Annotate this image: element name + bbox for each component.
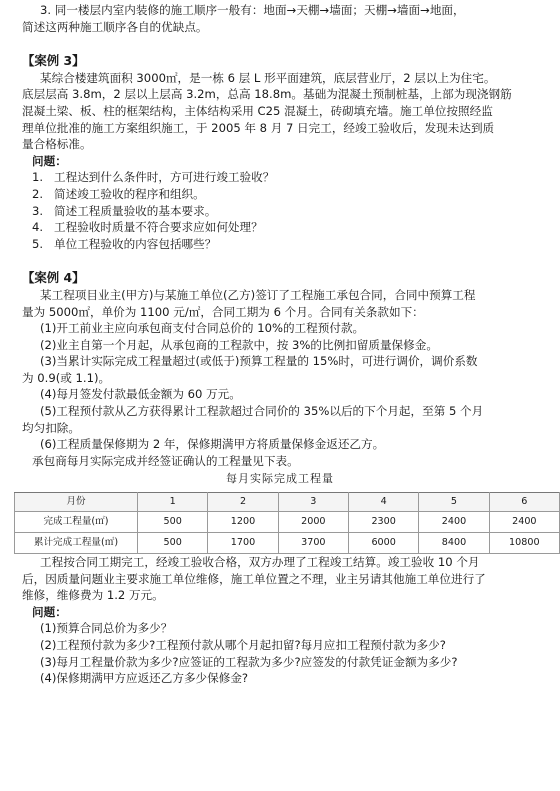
- case4-question: (3)每月工程量价款为多少?应签证的工程款为多少?应签发的付款凭证金额为多少?: [40, 654, 458, 669]
- table-cell: 2400: [489, 512, 559, 533]
- case4-term: 均匀扣除。: [22, 420, 80, 435]
- case3-question-list: [0, 169, 560, 252]
- table-row: [15, 533, 560, 554]
- case4-para-line: 某工程项目业主(甲方)与某施工单位(乙方)签订了工程施工承包合同，合同中预算工程: [40, 287, 476, 302]
- table-header-cell: 6: [489, 493, 559, 512]
- case3-para-line: 理单位批准的施工方案组织施工，于 2005 年 8 月 7 日完工，经竣工验收后，发现未达到质: [22, 120, 495, 135]
- case3-question: [32, 203, 560, 220]
- case3-question: [32, 169, 560, 186]
- case4-question: (4)保修期满甲方应返还乙方多少保修金?: [40, 671, 249, 686]
- case3-heading: 【案例 3】: [22, 53, 85, 69]
- question-text: 单位工程验收的内容包括哪些？: [54, 236, 217, 251]
- case4-term: (2)业主自第一个月起，从承包商的工程款中，按 3%的比例扣留质量保修金。: [40, 337, 438, 352]
- case3-paragraph: [0, 70, 560, 153]
- table-cell: 累计完成工程量(㎡): [15, 533, 138, 554]
- case4-term: (6)工程质量保修期为 2 年，保修期满甲方将质量保修金返还乙方。: [40, 437, 385, 452]
- case3-para-line: 底层层高 3.8m，2 层以上层高 3.2m，总高 18.8m。基础为混凝土预制桩基，上部为现浇钢筋: [22, 87, 512, 102]
- table-header-cell: 2: [208, 493, 278, 512]
- table-header-cell: 1: [138, 493, 208, 512]
- question-text: 简述竣工验收的程序和组织。: [54, 186, 205, 201]
- table-cell: 1200: [208, 512, 278, 533]
- case3-para-line: 某综合楼建筑面积 3000㎡，是一栋 6 层 L 形平面建筑，底层营业厅，2 层以上为住宅。: [40, 70, 496, 85]
- case4-term: (3)当累计实际完成工程量超过(或低于)预算工程量的 15%时，可进行调价，调价系数: [40, 354, 478, 369]
- table-cell: 2300: [348, 512, 418, 533]
- table-cell: 500: [138, 533, 208, 554]
- question-text: 简述工程质量验收的基本要求。: [54, 203, 217, 218]
- case4-question: (2)工程预付款为多少?工程预付款从哪个月起扣留?每月应扣工程预付款为多少?: [40, 638, 446, 652]
- question-number: 4.: [32, 220, 44, 235]
- case3-questions-label: 问题：: [32, 153, 67, 168]
- table-cell: 6000: [348, 533, 418, 554]
- intro-line-2: 简述这两种施工顺序各自的优缺点。: [22, 19, 208, 34]
- monthly-quantity-table: [14, 492, 560, 554]
- table-cell: 3700: [278, 533, 348, 554]
- table-cell: 10800: [489, 533, 559, 554]
- case3-para-line: 混凝土梁、板、柱的框架结构，主体结构采用 C25 混凝土，砖砌填充墙。施工单位按照经监: [22, 103, 493, 118]
- intro-line-1: 3. 同一楼层内室内装修的施工顺序一般有：地面→天棚→墙面；天棚→墙面→地面，: [40, 3, 465, 17]
- table-header-cell: 5: [419, 493, 489, 512]
- case4-question-list: [0, 620, 560, 686]
- table-header-cell: 4: [348, 493, 418, 512]
- case3-question: [32, 186, 560, 203]
- table-title: 每月实际完成工程量: [226, 472, 334, 486]
- table-cell: 2000: [278, 512, 348, 533]
- table-row: [15, 512, 560, 533]
- question-number: 1.: [32, 170, 44, 185]
- case4-paragraph: [0, 287, 560, 320]
- table-header-cell: 月份: [15, 493, 138, 512]
- case3-question: [32, 236, 560, 253]
- question-number: 5.: [32, 236, 44, 251]
- table-intro: 承包商每月实际完成并经签证确认的工程量见下表。: [32, 453, 299, 468]
- case4-terms: [0, 320, 560, 453]
- case4-after-paragraph: [0, 554, 560, 604]
- case4-term: (1)开工前业主应向承包商支付合同总价的 10%的工程预付款。: [40, 321, 365, 336]
- case4-heading: 【案例 4】: [22, 270, 85, 286]
- case4-after-line: 后，因质量问题业主要求施工单位维修，施工单位置之不理，业主另请其他施工单位进行了: [22, 571, 486, 586]
- question-text: 工程达到什么条件时，方可进行竣工验收？: [54, 170, 275, 185]
- case4-term: (4)每月签发付款最低金额为 60 万元。: [40, 387, 241, 402]
- case4-after-line: 维修，维修费为 1.2 万元。: [22, 588, 164, 603]
- case3-question: [32, 219, 560, 236]
- question-text: 工程验收时质量不符合要求应如何处理？: [54, 220, 263, 235]
- case4-questions-label: 问题：: [32, 604, 67, 619]
- table-cell: 8400: [419, 533, 489, 554]
- case3-para-line: 量合格标准。: [22, 137, 92, 152]
- table-cell: 2400: [419, 512, 489, 533]
- table-cell: 1700: [208, 533, 278, 554]
- table-header-cell: 3: [278, 493, 348, 512]
- question-number: 3.: [32, 203, 44, 218]
- case4-question: (1)预算合同总价为多少？: [40, 621, 173, 636]
- case4-after-line: 工程按合同工期完工，经竣工验收合格，双方办理了工程竣工结算。竣工验收 10 个月: [40, 555, 480, 570]
- case4-term: 为 0.9(或 1.1)。: [22, 370, 111, 385]
- question-number: 2.: [32, 186, 44, 201]
- table-cell: 完成工程量(㎡): [15, 512, 138, 533]
- table-header-row: [15, 493, 560, 512]
- case4-term: (5)工程预付款从乙方获得累计工程款超过合同价的 35%以后的下个月起，至第 5 个月: [40, 404, 484, 419]
- case4-para-line: 量为 5000㎡，单价为 1100 元/㎡，合同工期为 6 个月。合同有关条款如下：: [22, 304, 424, 319]
- table-cell: 500: [138, 512, 208, 533]
